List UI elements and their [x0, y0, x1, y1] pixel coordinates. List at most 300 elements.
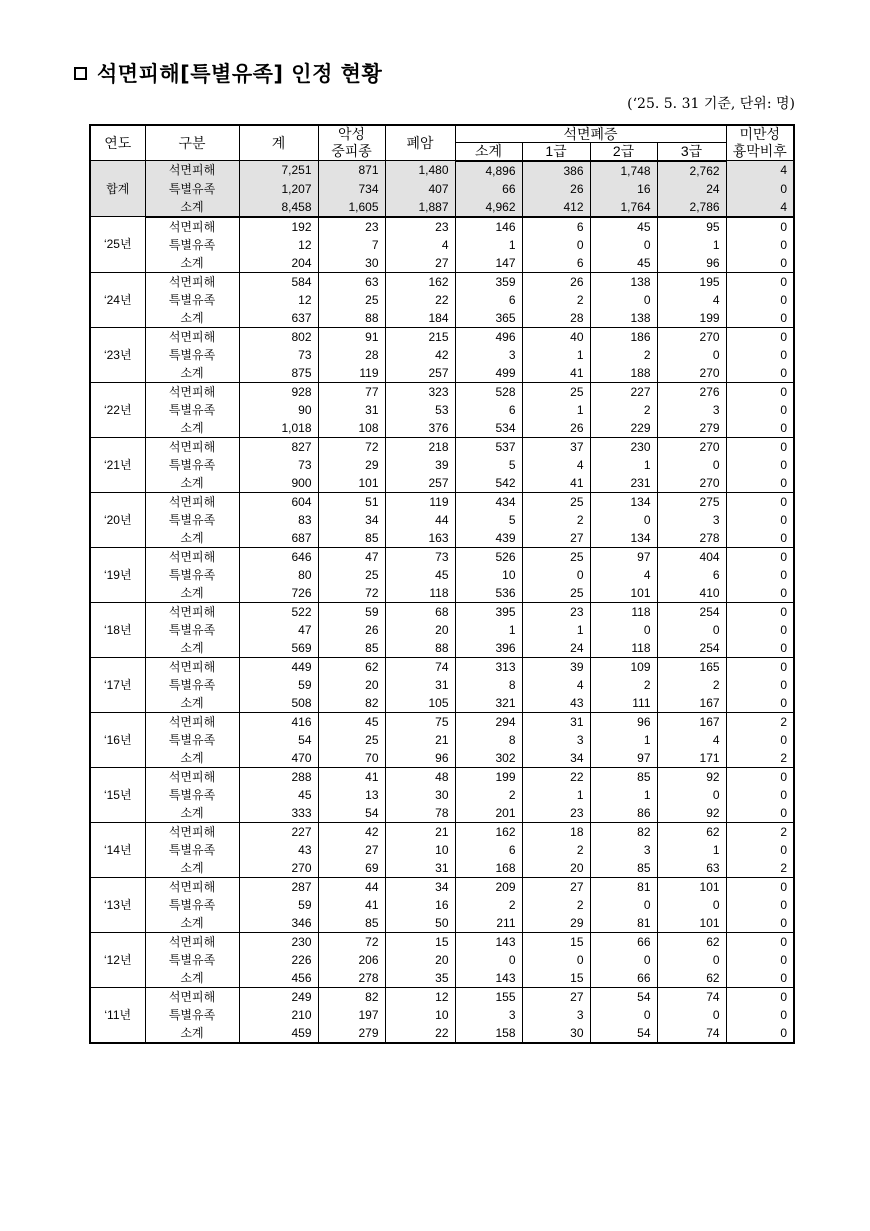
table-row	[90, 584, 794, 603]
value-cell: 171	[657, 749, 726, 768]
table-row	[90, 401, 794, 419]
category-cell: 소계	[145, 749, 239, 768]
value-cell: 25	[318, 731, 385, 749]
value-cell: 0	[726, 639, 794, 658]
value-cell: 2	[455, 896, 522, 914]
value-cell: 0	[726, 437, 794, 456]
value-cell: 66	[590, 969, 657, 988]
value-cell: 2	[726, 712, 794, 731]
value-cell: 2	[522, 841, 590, 859]
value-cell: 86	[590, 804, 657, 823]
value-cell: 167	[657, 712, 726, 731]
value-cell: 195	[657, 272, 726, 291]
value-cell: 249	[239, 987, 318, 1006]
value-cell: 276	[657, 382, 726, 401]
value-cell: 0	[726, 841, 794, 859]
value-cell: 63	[318, 272, 385, 291]
value-cell: 47	[239, 621, 318, 639]
value-cell: 85	[590, 767, 657, 786]
table-row	[90, 749, 794, 768]
value-cell: 30	[318, 254, 385, 273]
value-cell: 456	[239, 969, 318, 988]
value-cell: 0	[726, 401, 794, 419]
value-cell: 827	[239, 437, 318, 456]
value-cell: 1	[522, 346, 590, 364]
value-cell: 206	[318, 951, 385, 969]
value-cell: 62	[657, 969, 726, 988]
year-group	[90, 272, 794, 327]
value-cell: 29	[318, 456, 385, 474]
category-cell: 특별유족	[145, 511, 239, 529]
value-cell: 0	[726, 767, 794, 786]
value-cell: 74	[385, 657, 455, 676]
value-cell: 3	[657, 511, 726, 529]
category-cell: 소계	[145, 694, 239, 713]
value-cell: 50	[385, 914, 455, 933]
value-cell: 45	[318, 712, 385, 731]
value-cell: 5	[455, 456, 522, 474]
value-cell: 637	[239, 309, 318, 328]
year-cell: ‘25년	[90, 217, 145, 273]
value-cell: 165	[657, 657, 726, 676]
value-cell: 404	[657, 547, 726, 566]
value-cell: 0	[590, 291, 657, 309]
value-cell: 85	[318, 639, 385, 658]
value-cell: 439	[455, 529, 522, 548]
value-cell: 0	[726, 621, 794, 639]
value-cell: 459	[239, 1024, 318, 1043]
category-cell: 석면피해	[145, 272, 239, 291]
value-cell: 44	[385, 511, 455, 529]
table-row	[90, 327, 794, 346]
value-cell: 687	[239, 529, 318, 548]
value-cell: 227	[590, 382, 657, 401]
value-cell: 396	[455, 639, 522, 658]
value-cell: 15	[522, 969, 590, 988]
value-cell: 44	[318, 877, 385, 896]
value-cell: 74	[657, 987, 726, 1006]
value-cell: 0	[590, 951, 657, 969]
value-cell: 78	[385, 804, 455, 823]
category-cell: 특별유족	[145, 236, 239, 254]
value-cell: 12	[239, 291, 318, 309]
value-cell: 230	[239, 932, 318, 951]
value-cell: 2	[726, 822, 794, 841]
value-cell: 15	[522, 932, 590, 951]
value-cell: 257	[385, 364, 455, 383]
category-cell: 소계	[145, 419, 239, 438]
table-row	[90, 657, 794, 676]
value-cell: 4	[522, 456, 590, 474]
table-row	[90, 786, 794, 804]
table-row	[90, 547, 794, 566]
value-cell: 542	[455, 474, 522, 493]
value-cell: 1	[590, 456, 657, 474]
value-cell: 0	[726, 547, 794, 566]
value-cell: 82	[318, 987, 385, 1006]
category-cell: 석면피해	[145, 712, 239, 731]
value-cell: 1	[522, 401, 590, 419]
year-cell: ‘19년	[90, 547, 145, 602]
value-cell: 62	[657, 932, 726, 951]
category-cell: 석면피해	[145, 382, 239, 401]
value-cell: 0	[726, 877, 794, 896]
value-cell: 0	[657, 1006, 726, 1024]
value-cell: 0	[726, 602, 794, 621]
value-cell: 1	[455, 621, 522, 639]
table-row	[90, 364, 794, 383]
value-cell: 21	[385, 822, 455, 841]
value-cell: 410	[657, 584, 726, 603]
value-cell: 90	[239, 401, 318, 419]
page-title-text: 석면피해[특별유족] 인정 현황	[97, 62, 383, 86]
value-cell: 0	[726, 932, 794, 951]
category-cell: 석면피해	[145, 437, 239, 456]
category-cell: 석면피해	[145, 602, 239, 621]
value-cell: 41	[522, 474, 590, 493]
value-cell: 20	[318, 676, 385, 694]
value-cell: 92	[657, 804, 726, 823]
value-cell: 146	[455, 217, 522, 236]
value-cell: 0	[590, 896, 657, 914]
value-cell: 0	[590, 511, 657, 529]
value-cell: 59	[239, 676, 318, 694]
value-cell: 0	[726, 951, 794, 969]
value-cell: 162	[455, 822, 522, 841]
value-cell: 25	[522, 584, 590, 603]
value-cell: 522	[239, 602, 318, 621]
year-group	[90, 382, 794, 437]
value-cell: 73	[239, 456, 318, 474]
value-cell: 0	[726, 309, 794, 328]
value-cell: 3	[455, 1006, 522, 1024]
value-cell: 313	[455, 657, 522, 676]
value-cell: 42	[318, 822, 385, 841]
year-cell: ‘13년	[90, 877, 145, 932]
value-cell: 4	[657, 731, 726, 749]
value-cell: 82	[318, 694, 385, 713]
value-cell: 41	[318, 767, 385, 786]
value-cell: 2	[657, 676, 726, 694]
value-cell: 0	[657, 951, 726, 969]
value-cell: 45	[385, 566, 455, 584]
table-row	[90, 474, 794, 493]
value-cell: 31	[385, 859, 455, 878]
value-cell: 25	[318, 291, 385, 309]
value-cell: 108	[318, 419, 385, 438]
value-cell: 143	[455, 969, 522, 988]
value-cell: 22	[522, 767, 590, 786]
value-cell: 97	[590, 547, 657, 566]
category-cell: 소계	[145, 804, 239, 823]
category-cell: 석면피해	[145, 217, 239, 236]
value-cell: 1	[657, 841, 726, 859]
value-cell: 4	[590, 566, 657, 584]
value-cell: 0	[726, 694, 794, 713]
value-cell: 158	[455, 1024, 522, 1043]
value-cell: 25	[522, 382, 590, 401]
value-cell: 4,896	[455, 161, 522, 180]
value-cell: 59	[318, 602, 385, 621]
value-cell: 302	[455, 749, 522, 768]
value-cell: 928	[239, 382, 318, 401]
category-cell: 석면피해	[145, 492, 239, 511]
value-cell: 4	[726, 161, 794, 180]
value-cell: 72	[318, 437, 385, 456]
value-cell: 1,748	[590, 161, 657, 180]
table-row	[90, 914, 794, 933]
total-group	[90, 161, 794, 217]
value-cell: 365	[455, 309, 522, 328]
value-cell: 54	[318, 804, 385, 823]
value-cell: 155	[455, 987, 522, 1006]
value-cell: 537	[455, 437, 522, 456]
value-cell: 69	[318, 859, 385, 878]
value-cell: 0	[726, 419, 794, 438]
value-cell: 54	[239, 731, 318, 749]
reference-note: (‘25. 5. 31 기준, 단위: 명)	[627, 96, 795, 112]
category-cell: 소계	[145, 198, 239, 217]
value-cell: 0	[590, 621, 657, 639]
value-cell: 39	[385, 456, 455, 474]
year-group	[90, 932, 794, 987]
category-cell: 소계	[145, 584, 239, 603]
category-cell: 특별유족	[145, 621, 239, 639]
value-cell: 534	[455, 419, 522, 438]
header-grade3: 3급	[657, 143, 726, 161]
year-cell: ‘21년	[90, 437, 145, 492]
value-cell: 54	[590, 1024, 657, 1043]
value-cell: 0	[726, 492, 794, 511]
category-cell: 석면피해	[145, 327, 239, 346]
value-cell: 270	[657, 474, 726, 493]
value-cell: 26	[522, 419, 590, 438]
value-cell: 25	[522, 492, 590, 511]
table-row	[90, 254, 794, 273]
value-cell: 197	[318, 1006, 385, 1024]
value-cell: 1	[590, 731, 657, 749]
value-cell: 34	[385, 877, 455, 896]
value-cell: 8	[455, 676, 522, 694]
value-cell: 24	[522, 639, 590, 658]
value-cell: 22	[385, 291, 455, 309]
year-group	[90, 437, 794, 492]
table-row	[90, 1024, 794, 1043]
value-cell: 27	[318, 841, 385, 859]
value-cell: 2	[590, 676, 657, 694]
value-cell: 12	[385, 987, 455, 1006]
value-cell: 900	[239, 474, 318, 493]
value-cell: 48	[385, 767, 455, 786]
value-cell: 109	[590, 657, 657, 676]
year-cell: ‘16년	[90, 712, 145, 767]
value-cell: 2	[590, 401, 657, 419]
year-cell: ‘23년	[90, 327, 145, 382]
value-cell: 96	[385, 749, 455, 768]
value-cell: 35	[385, 969, 455, 988]
value-cell: 37	[522, 437, 590, 456]
year-group	[90, 217, 794, 273]
value-cell: 0	[657, 896, 726, 914]
table-row	[90, 382, 794, 401]
value-cell: 604	[239, 492, 318, 511]
table-row	[90, 511, 794, 529]
value-cell: 30	[522, 1024, 590, 1043]
value-cell: 218	[385, 437, 455, 456]
value-cell: 45	[590, 217, 657, 236]
category-cell: 특별유족	[145, 786, 239, 804]
category-cell: 특별유족	[145, 676, 239, 694]
value-cell: 0	[657, 621, 726, 639]
value-cell: 257	[385, 474, 455, 493]
value-cell: 0	[726, 327, 794, 346]
value-cell: 167	[657, 694, 726, 713]
value-cell: 199	[657, 309, 726, 328]
table-row	[90, 896, 794, 914]
year-group	[90, 602, 794, 657]
value-cell: 7	[318, 236, 385, 254]
value-cell: 0	[726, 584, 794, 603]
value-cell: 270	[657, 437, 726, 456]
value-cell: 4	[522, 676, 590, 694]
year-group	[90, 712, 794, 767]
value-cell: 96	[657, 254, 726, 273]
value-cell: 163	[385, 529, 455, 548]
value-cell: 16	[385, 896, 455, 914]
value-cell: 287	[239, 877, 318, 896]
value-cell: 118	[385, 584, 455, 603]
table-row	[90, 731, 794, 749]
value-cell: 27	[522, 987, 590, 1006]
value-cell: 321	[455, 694, 522, 713]
value-cell: 20	[522, 859, 590, 878]
value-cell: 359	[455, 272, 522, 291]
value-cell: 63	[657, 859, 726, 878]
header-diffuse-line1: 미만성	[739, 126, 781, 142]
value-cell: 83	[239, 511, 318, 529]
header-grade2: 2급	[590, 143, 657, 161]
value-cell: 0	[726, 896, 794, 914]
value-cell: 92	[657, 767, 726, 786]
value-cell: 279	[318, 1024, 385, 1043]
header-malignant-mesothelioma	[318, 125, 385, 161]
value-cell: 7,251	[239, 161, 318, 180]
value-cell: 27	[385, 254, 455, 273]
table-row	[90, 180, 794, 198]
value-cell: 77	[318, 382, 385, 401]
value-cell: 23	[522, 602, 590, 621]
value-cell: 0	[726, 217, 794, 236]
value-cell: 3	[455, 346, 522, 364]
table-row	[90, 198, 794, 217]
category-cell: 특별유족	[145, 731, 239, 749]
category-cell: 소계	[145, 364, 239, 383]
table-row	[90, 877, 794, 896]
value-cell: 21	[385, 731, 455, 749]
value-cell: 0	[726, 1024, 794, 1043]
table-row	[90, 841, 794, 859]
value-cell: 254	[657, 602, 726, 621]
year-cell: ‘11년	[90, 987, 145, 1043]
value-cell: 3	[590, 841, 657, 859]
value-cell: 39	[522, 657, 590, 676]
header-diffuse-line2: 흉막비후	[732, 143, 787, 159]
value-cell: 0	[522, 951, 590, 969]
value-cell: 0	[726, 382, 794, 401]
value-cell: 0	[657, 786, 726, 804]
value-cell: 22	[385, 1024, 455, 1043]
table-row	[90, 529, 794, 548]
table-row	[90, 712, 794, 731]
value-cell: 215	[385, 327, 455, 346]
value-cell: 41	[522, 364, 590, 383]
value-cell: 526	[455, 547, 522, 566]
value-cell: 138	[590, 309, 657, 328]
value-cell: 101	[590, 584, 657, 603]
year-cell: ‘15년	[90, 767, 145, 822]
year-group	[90, 492, 794, 547]
category-cell: 석면피해	[145, 547, 239, 566]
value-cell: 3	[522, 1006, 590, 1024]
value-cell: 8,458	[239, 198, 318, 217]
value-cell: 40	[522, 327, 590, 346]
value-cell: 2	[522, 291, 590, 309]
value-cell: 227	[239, 822, 318, 841]
header-grade1: 1급	[522, 143, 590, 161]
value-cell: 51	[318, 492, 385, 511]
value-cell: 72	[318, 584, 385, 603]
value-cell: 31	[385, 676, 455, 694]
value-cell: 199	[455, 767, 522, 786]
value-cell: 416	[239, 712, 318, 731]
value-cell: 376	[385, 419, 455, 438]
value-cell: 1	[522, 786, 590, 804]
table-row	[90, 969, 794, 988]
header-asbestosis: 석면폐증	[455, 125, 726, 143]
value-cell: 279	[657, 419, 726, 438]
value-cell: 0	[522, 566, 590, 584]
category-cell: 특별유족	[145, 1006, 239, 1024]
category-cell: 특별유족	[145, 401, 239, 419]
value-cell: 2	[522, 511, 590, 529]
value-cell: 85	[318, 914, 385, 933]
value-cell: 210	[239, 1006, 318, 1024]
value-cell: 43	[239, 841, 318, 859]
category-cell: 석면피해	[145, 932, 239, 951]
table-row	[90, 419, 794, 438]
value-cell: 28	[522, 309, 590, 328]
value-cell: 270	[657, 327, 726, 346]
value-cell: 101	[318, 474, 385, 493]
value-cell: 0	[726, 236, 794, 254]
value-cell: 168	[455, 859, 522, 878]
table-row	[90, 236, 794, 254]
value-cell: 412	[522, 198, 590, 217]
value-cell: 275	[657, 492, 726, 511]
value-cell: 119	[385, 492, 455, 511]
value-cell: 53	[385, 401, 455, 419]
value-cell: 118	[590, 602, 657, 621]
table-row	[90, 1006, 794, 1024]
value-cell: 288	[239, 767, 318, 786]
value-cell: 499	[455, 364, 522, 383]
category-cell: 석면피해	[145, 767, 239, 786]
value-cell: 81	[590, 914, 657, 933]
year-cell: ‘14년	[90, 822, 145, 877]
value-cell: 5	[455, 511, 522, 529]
year-group	[90, 327, 794, 382]
category-cell: 소계	[145, 529, 239, 548]
